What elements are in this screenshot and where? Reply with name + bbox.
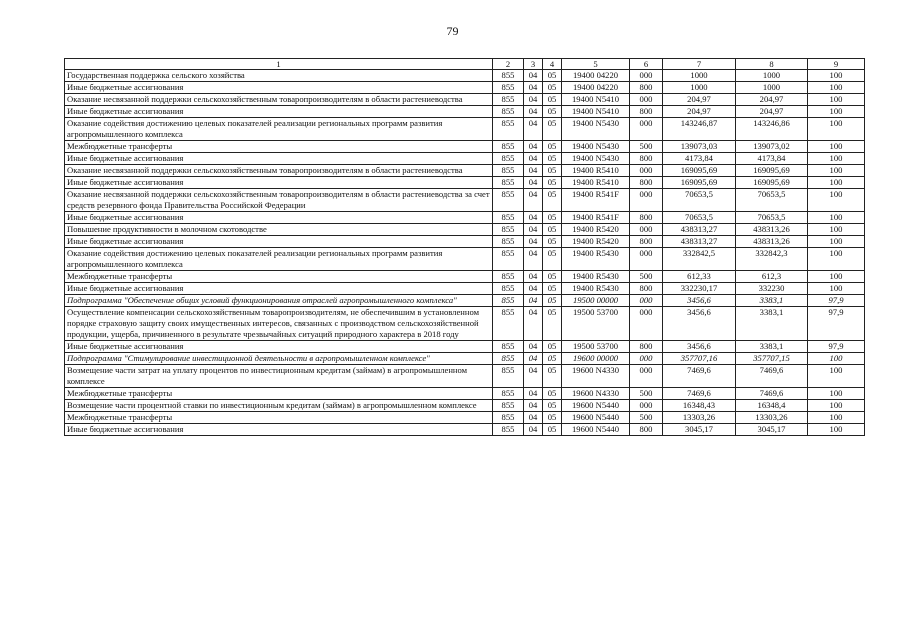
table-row [65, 141, 865, 153]
expense-type-cell: 000 [630, 94, 663, 106]
table-row [65, 353, 865, 365]
execution-percent-cell: 100 [808, 153, 865, 165]
table-row [65, 212, 865, 224]
planned-amount-cell: 332842,5 [663, 248, 736, 271]
section-cell: 04 [524, 141, 543, 153]
target-article-cell: 19600 N5440 [562, 412, 630, 424]
target-article-cell: 19400 R5430 [562, 271, 630, 283]
section-cell: 04 [524, 189, 543, 212]
table-row [65, 424, 865, 436]
expense-type-cell: 800 [630, 82, 663, 94]
grbs-cell: 855 [493, 70, 524, 82]
planned-amount-cell: 3456,6 [663, 295, 736, 307]
execution-percent-cell: 100 [808, 165, 865, 177]
planned-amount-cell: 438313,27 [663, 236, 736, 248]
execution-percent-cell: 100 [808, 224, 865, 236]
target-article-cell: 19400 N5410 [562, 106, 630, 118]
table-row [65, 165, 865, 177]
section-cell: 04 [524, 365, 543, 388]
section-cell: 04 [524, 424, 543, 436]
grbs-cell: 855 [493, 307, 524, 341]
section-cell: 04 [524, 94, 543, 106]
table-row [65, 82, 865, 94]
row-name-cell: Оказание содействия достижению целевых показателей реализации региональных программ развития агропромышленного комплекса [65, 248, 493, 271]
expense-type-cell: 500 [630, 141, 663, 153]
expense-type-cell: 500 [630, 388, 663, 400]
grbs-cell: 855 [493, 424, 524, 436]
section-cell: 04 [524, 70, 543, 82]
execution-percent-cell: 100 [808, 94, 865, 106]
target-article-cell: 19600 N5440 [562, 424, 630, 436]
executed-amount-cell: 7469,6 [736, 365, 808, 388]
grbs-cell: 855 [493, 283, 524, 295]
grbs-cell: 855 [493, 295, 524, 307]
expense-type-cell: 800 [630, 341, 663, 353]
table-row [65, 295, 865, 307]
expense-type-cell: 500 [630, 271, 663, 283]
target-article-cell: 19400 R5420 [562, 224, 630, 236]
execution-percent-cell: 97,9 [808, 307, 865, 341]
target-article-cell: 19400 N5410 [562, 94, 630, 106]
subsection-cell: 05 [543, 118, 562, 141]
target-article-cell: 19400 R5410 [562, 165, 630, 177]
grbs-cell: 855 [493, 341, 524, 353]
execution-percent-cell: 100 [808, 271, 865, 283]
expense-type-cell: 000 [630, 400, 663, 412]
target-article-cell: 19600 00000 [562, 353, 630, 365]
grbs-cell: 855 [493, 165, 524, 177]
section-cell: 04 [524, 118, 543, 141]
grbs-cell: 855 [493, 224, 524, 236]
executed-amount-cell: 204,97 [736, 94, 808, 106]
row-name-cell: Оказание несвязанной поддержки сельскохозяйственным товаропроизводителям в области растениеводства [65, 94, 493, 106]
execution-percent-cell: 97,9 [808, 295, 865, 307]
planned-amount-cell: 3456,6 [663, 341, 736, 353]
planned-amount-cell: 169095,69 [663, 165, 736, 177]
section-cell: 04 [524, 295, 543, 307]
section-cell: 04 [524, 177, 543, 189]
execution-percent-cell: 100 [808, 106, 865, 118]
grbs-cell: 855 [493, 271, 524, 283]
grbs-cell: 855 [493, 189, 524, 212]
grbs-cell: 855 [493, 388, 524, 400]
section-cell: 04 [524, 283, 543, 295]
expense-type-cell: 800 [630, 106, 663, 118]
expense-type-cell: 500 [630, 412, 663, 424]
grbs-cell: 855 [493, 106, 524, 118]
target-article-cell: 19400 R5430 [562, 248, 630, 271]
grbs-cell: 855 [493, 353, 524, 365]
table-row [65, 307, 865, 341]
section-cell: 04 [524, 353, 543, 365]
execution-percent-cell: 100 [808, 189, 865, 212]
section-cell: 04 [524, 271, 543, 283]
executed-amount-cell: 612,3 [736, 271, 808, 283]
grbs-cell: 855 [493, 141, 524, 153]
table-row [65, 412, 865, 424]
col-header-9: 9 [808, 59, 865, 70]
col-header-2: 2 [493, 59, 524, 70]
subsection-cell: 05 [543, 177, 562, 189]
expense-type-cell: 800 [630, 424, 663, 436]
row-name-cell: Повышение продуктивности в молочном скотоводстве [65, 224, 493, 236]
section-cell: 04 [524, 248, 543, 271]
planned-amount-cell: 612,33 [663, 271, 736, 283]
planned-amount-cell: 1000 [663, 82, 736, 94]
page-number: 79 [446, 24, 459, 38]
planned-amount-cell: 357707,16 [663, 353, 736, 365]
col-header-7: 7 [663, 59, 736, 70]
expense-type-cell: 000 [630, 248, 663, 271]
execution-percent-cell: 97,9 [808, 341, 865, 353]
planned-amount-cell: 3456,6 [663, 307, 736, 341]
table-row [65, 400, 865, 412]
planned-amount-cell: 204,97 [663, 106, 736, 118]
target-article-cell: 19400 N5430 [562, 118, 630, 141]
subsection-cell: 05 [543, 248, 562, 271]
row-name-cell: Иные бюджетные ассигнования [65, 153, 493, 165]
table-row [65, 283, 865, 295]
expense-type-cell: 800 [630, 236, 663, 248]
section-cell: 04 [524, 388, 543, 400]
row-name-cell: Межбюджетные трансферты [65, 412, 493, 424]
col-header-4: 4 [543, 59, 562, 70]
planned-amount-cell: 70653,5 [663, 189, 736, 212]
subsection-cell: 05 [543, 224, 562, 236]
subsection-cell: 05 [543, 307, 562, 341]
planned-amount-cell: 438313,27 [663, 224, 736, 236]
col-header-8: 8 [736, 59, 808, 70]
planned-amount-cell: 4173,84 [663, 153, 736, 165]
target-article-cell: 19500 53700 [562, 341, 630, 353]
expense-type-cell: 000 [630, 224, 663, 236]
planned-amount-cell: 332230,17 [663, 283, 736, 295]
col-header-1: 1 [65, 59, 493, 70]
target-article-cell: 19400 N5430 [562, 153, 630, 165]
subsection-cell: 05 [543, 70, 562, 82]
execution-percent-cell: 100 [808, 82, 865, 94]
row-name-cell: Государственная поддержка сельского хозяйства [65, 70, 493, 82]
table-header [65, 59, 865, 70]
grbs-cell: 855 [493, 236, 524, 248]
expense-type-cell: 000 [630, 295, 663, 307]
subsection-cell: 05 [543, 189, 562, 212]
grbs-cell: 855 [493, 118, 524, 141]
execution-percent-cell: 100 [808, 177, 865, 189]
execution-percent-cell: 100 [808, 248, 865, 271]
target-article-cell: 19500 53700 [562, 307, 630, 341]
section-cell: 04 [524, 307, 543, 341]
subsection-cell: 05 [543, 271, 562, 283]
expense-type-cell: 000 [630, 353, 663, 365]
subsection-cell: 05 [543, 295, 562, 307]
subsection-cell: 05 [543, 283, 562, 295]
row-name-cell: Межбюджетные трансферты [65, 141, 493, 153]
section-cell: 04 [524, 106, 543, 118]
executed-amount-cell: 70653,5 [736, 212, 808, 224]
table-row [65, 118, 865, 141]
planned-amount-cell: 3045,17 [663, 424, 736, 436]
table-body [65, 70, 865, 436]
table-row [65, 236, 865, 248]
subsection-cell: 05 [543, 236, 562, 248]
subsection-cell: 05 [543, 388, 562, 400]
table-row [65, 189, 865, 212]
executed-amount-cell: 1000 [736, 82, 808, 94]
section-cell: 04 [524, 236, 543, 248]
table-row [65, 153, 865, 165]
executed-amount-cell: 143246,86 [736, 118, 808, 141]
expense-type-cell: 800 [630, 212, 663, 224]
grbs-cell: 855 [493, 400, 524, 412]
grbs-cell: 855 [493, 177, 524, 189]
budget-table [64, 58, 865, 436]
expense-type-cell: 000 [630, 118, 663, 141]
subsection-cell: 05 [543, 400, 562, 412]
execution-percent-cell: 100 [808, 365, 865, 388]
table-row [65, 224, 865, 236]
target-article-cell: 19400 R5420 [562, 236, 630, 248]
execution-percent-cell: 100 [808, 70, 865, 82]
target-article-cell: 19600 N4330 [562, 388, 630, 400]
planned-amount-cell: 169095,69 [663, 177, 736, 189]
target-article-cell: 19400 R541F [562, 212, 630, 224]
planned-amount-cell: 13303,26 [663, 412, 736, 424]
executed-amount-cell: 357707,15 [736, 353, 808, 365]
subsection-cell: 05 [543, 141, 562, 153]
execution-percent-cell: 100 [808, 400, 865, 412]
execution-percent-cell: 100 [808, 388, 865, 400]
row-name-cell: Иные бюджетные ассигнования [65, 236, 493, 248]
row-name-cell: Оказание несвязанной поддержки сельскохозяйственным товаропроизводителям в области растениеводства за счет средств резервного фонда Правительства Российской Федерации [65, 189, 493, 212]
table-row [65, 106, 865, 118]
planned-amount-cell: 16348,43 [663, 400, 736, 412]
expense-type-cell: 000 [630, 165, 663, 177]
target-article-cell: 19400 04220 [562, 82, 630, 94]
table-row [65, 388, 865, 400]
executed-amount-cell: 3383,1 [736, 295, 808, 307]
executed-amount-cell: 3383,1 [736, 307, 808, 341]
planned-amount-cell: 70653,5 [663, 212, 736, 224]
planned-amount-cell: 143246,87 [663, 118, 736, 141]
col-header-5: 5 [562, 59, 630, 70]
row-name-cell: Иные бюджетные ассигнования [65, 424, 493, 436]
target-article-cell: 19600 N5440 [562, 400, 630, 412]
target-article-cell: 19400 R541F [562, 189, 630, 212]
table-row [65, 70, 865, 82]
execution-percent-cell: 100 [808, 236, 865, 248]
grbs-cell: 855 [493, 212, 524, 224]
target-article-cell: 19400 N5430 [562, 141, 630, 153]
subsection-cell: 05 [543, 341, 562, 353]
target-article-cell: 19500 00000 [562, 295, 630, 307]
section-cell: 04 [524, 341, 543, 353]
executed-amount-cell: 4173,84 [736, 153, 808, 165]
section-cell: 04 [524, 153, 543, 165]
row-name-cell: Иные бюджетные ассигнования [65, 283, 493, 295]
executed-amount-cell: 332230 [736, 283, 808, 295]
expense-type-cell: 800 [630, 153, 663, 165]
row-name-cell: Подпрограмма "Стимулирование инвестиционной деятельности в агропромышленном комплексе" [65, 353, 493, 365]
table-row [65, 341, 865, 353]
grbs-cell: 855 [493, 94, 524, 106]
row-name-cell: Иные бюджетные ассигнования [65, 177, 493, 189]
row-name-cell: Иные бюджетные ассигнования [65, 106, 493, 118]
table-row [65, 271, 865, 283]
section-cell: 04 [524, 82, 543, 94]
executed-amount-cell: 16348,4 [736, 400, 808, 412]
subsection-cell: 05 [543, 353, 562, 365]
execution-percent-cell: 100 [808, 141, 865, 153]
section-cell: 04 [524, 400, 543, 412]
planned-amount-cell: 7469,6 [663, 365, 736, 388]
executed-amount-cell: 204,97 [736, 106, 808, 118]
expense-type-cell: 800 [630, 177, 663, 189]
grbs-cell: 855 [493, 248, 524, 271]
expense-type-cell: 000 [630, 307, 663, 341]
target-article-cell: 19400 R5410 [562, 177, 630, 189]
section-cell: 04 [524, 412, 543, 424]
executed-amount-cell: 3045,17 [736, 424, 808, 436]
target-article-cell: 19400 R5430 [562, 283, 630, 295]
header-row [65, 59, 865, 70]
table-row [65, 248, 865, 271]
executed-amount-cell: 13303,26 [736, 412, 808, 424]
execution-percent-cell: 100 [808, 412, 865, 424]
execution-percent-cell: 100 [808, 424, 865, 436]
executed-amount-cell: 139073,02 [736, 141, 808, 153]
subsection-cell: 05 [543, 365, 562, 388]
row-name-cell: Возмещение части затрат на уплату процентов по инвестиционным кредитам (займам) в агропромышленном комплексе [65, 365, 493, 388]
grbs-cell: 855 [493, 412, 524, 424]
planned-amount-cell: 204,97 [663, 94, 736, 106]
grbs-cell: 855 [493, 82, 524, 94]
planned-amount-cell: 1000 [663, 70, 736, 82]
row-name-cell: Подпрограмма "Обеспечение общих условий функционирования отраслей агропромышленного комплекса" [65, 295, 493, 307]
table-row [65, 365, 865, 388]
target-article-cell: 19600 N4330 [562, 365, 630, 388]
section-cell: 04 [524, 165, 543, 177]
row-name-cell: Иные бюджетные ассигнования [65, 212, 493, 224]
execution-percent-cell: 100 [808, 118, 865, 141]
row-name-cell: Межбюджетные трансферты [65, 271, 493, 283]
expense-type-cell: 800 [630, 283, 663, 295]
row-name-cell: Иные бюджетные ассигнования [65, 341, 493, 353]
executed-amount-cell: 3383,1 [736, 341, 808, 353]
execution-percent-cell: 100 [808, 212, 865, 224]
col-header-6: 6 [630, 59, 663, 70]
execution-percent-cell: 100 [808, 283, 865, 295]
executed-amount-cell: 70653,5 [736, 189, 808, 212]
subsection-cell: 05 [543, 153, 562, 165]
expense-type-cell: 000 [630, 365, 663, 388]
executed-amount-cell: 438313,26 [736, 236, 808, 248]
row-name-cell: Оказание содействия достижению целевых показателей реализации региональных программ развития агропромышленного комплекса [65, 118, 493, 141]
executed-amount-cell: 169095,69 [736, 177, 808, 189]
subsection-cell: 05 [543, 82, 562, 94]
col-header-3: 3 [524, 59, 543, 70]
execution-percent-cell: 100 [808, 353, 865, 365]
expense-type-cell: 000 [630, 70, 663, 82]
executed-amount-cell: 438313,26 [736, 224, 808, 236]
subsection-cell: 05 [543, 424, 562, 436]
subsection-cell: 05 [543, 94, 562, 106]
row-name-cell: Оказание несвязанной поддержки сельскохозяйственным товаропроизводителям в области растениеводства [65, 165, 493, 177]
table-row [65, 94, 865, 106]
section-cell: 04 [524, 224, 543, 236]
section-cell: 04 [524, 212, 543, 224]
row-name-cell: Возмещение части процентной ставки по инвестиционным кредитам (займам) в агропромышленном комплексе [65, 400, 493, 412]
expense-type-cell: 000 [630, 189, 663, 212]
planned-amount-cell: 7469,6 [663, 388, 736, 400]
grbs-cell: 855 [493, 153, 524, 165]
row-name-cell: Осуществление компенсации сельскохозяйственным товаропроизводителям, не обеспечившим в установленном порядке страховую защиту своих имущественных интересов, связанных с производством сельскохозяйственной продукции, ущерба, причиненного в результате чрезвычайных ситуаций природного характера в 2018 году [65, 307, 493, 341]
subsection-cell: 05 [543, 212, 562, 224]
row-name-cell: Межбюджетные трансферты [65, 388, 493, 400]
executed-amount-cell: 7469,6 [736, 388, 808, 400]
planned-amount-cell: 139073,03 [663, 141, 736, 153]
executed-amount-cell: 332842,3 [736, 248, 808, 271]
subsection-cell: 05 [543, 165, 562, 177]
subsection-cell: 05 [543, 412, 562, 424]
executed-amount-cell: 1000 [736, 70, 808, 82]
grbs-cell: 855 [493, 365, 524, 388]
target-article-cell: 19400 04220 [562, 70, 630, 82]
executed-amount-cell: 169095,69 [736, 165, 808, 177]
row-name-cell: Иные бюджетные ассигнования [65, 82, 493, 94]
subsection-cell: 05 [543, 106, 562, 118]
table-row [65, 177, 865, 189]
